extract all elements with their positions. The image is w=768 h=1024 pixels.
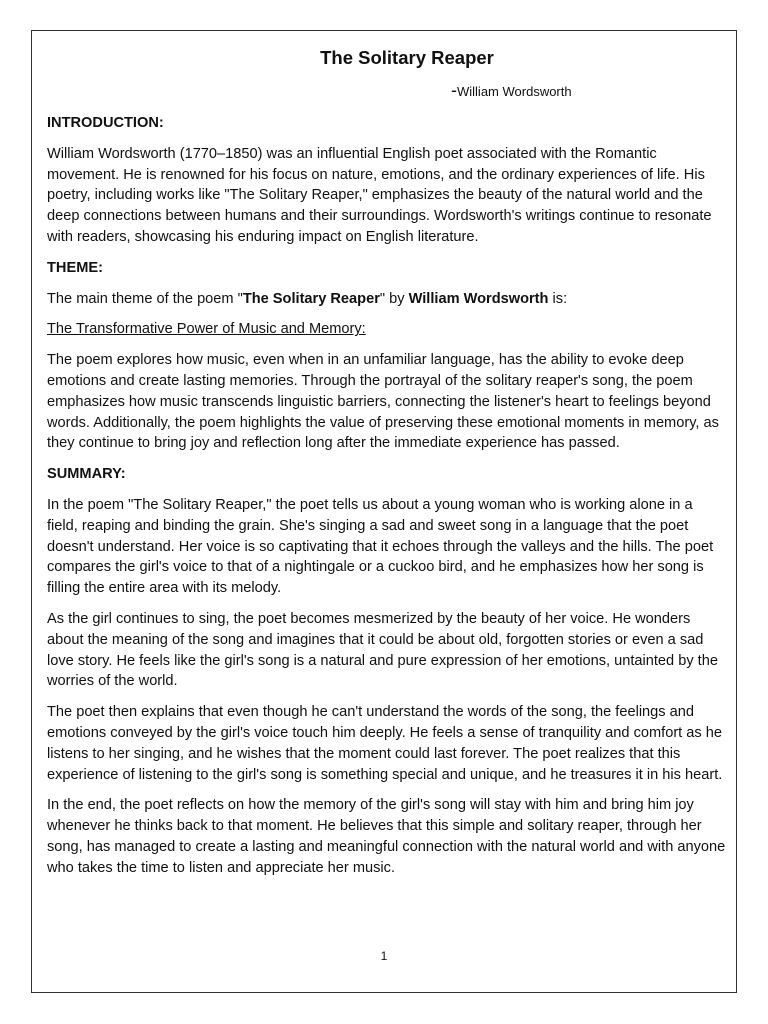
theme-paragraph: The poem explores how music, even when in an unfamiliar language, has the ability to evoke deep emotions and create lasting memories. Through the portrayal of the solitary reaper's song, the poem emphasizes how music transcends linguistic barriers, connecting the listener's heart to feelings beyond words. Additionally, the poem highlights the value of preserving these emotional moments in memory, as they continue to bring joy and reflection long after the immediate experience has passed. bbox=[47, 352, 719, 452]
document-title: The Solitary Reaper bbox=[320, 47, 494, 68]
page-number: 1 bbox=[380, 949, 388, 963]
introduction-heading: INTRODUCTION: bbox=[47, 115, 164, 131]
document-content bbox=[47, 45, 727, 889]
byline-dash: - bbox=[451, 80, 457, 100]
theme-intro-poem-title: The Solitary Reaper bbox=[242, 290, 380, 307]
summary-paragraph: The poet then explains that even though he can't understand the words of the song, the feelings and emotions conveyed by the girl's voice touch him deeply. He feels a sense of tranquility and comfort as he listens to her singing, and he wishes that the moment could last forever. The poet realizes that this experience of listening to the girl's song is something special and unique, and he treasures it in his heart. bbox=[47, 704, 723, 783]
summary-paragraph: As the girl continues to sing, the poet becomes mesmerized by the beauty of her voice. He wonders about the meaning of the song and imagines that it could be about old, forgotten stories or even a sad love story. He feels like the girl's song is a natural and pure expression of her emotions, untainted by the worries of the world. bbox=[47, 610, 718, 690]
theme-intro-text-1: The main theme of the poem " bbox=[47, 290, 243, 307]
summary-paragraph: In the poem "The Solitary Reaper," the poet tells us about a young woman who is working alone in a field, reaping and binding the grain. She's singing a sad and sweet song in a language that the poet doesn't understand. Her voice is so captivating that it echoes through the valleys and the hills. The poet compares the girl's voice to that of a nightingale or a cuckoo bird, and he emphasizes how her song is filling the entire area with its melody. bbox=[47, 496, 714, 597]
introduction-paragraph: William Wordsworth (1770–1850) was an influential English poet associated with the Romantic movement. He is renowned for his focus on nature, emotions, and the ordinary experiences of life. His poetry, including works like "The Solitary Reaper," emphasizes the beauty of the natural world and the deep connections between humans and their surroundings. Wordsworth's writings continue to resonate with readers, showcasing his enduring impact on English literature. bbox=[47, 145, 712, 245]
theme-subheading: The Transformative Power of Music and Memory: bbox=[47, 321, 366, 338]
summary-paragraph: In the end, the poet reflects on how the memory of the girl's song will stay with him and bring him joy whenever he thinks back to that moment. He believes that this simple and solitary reaper, through her song, has managed to create a lasting and meaningful connection with the natural world and with anyone who takes the time to listen and appreciate her music. bbox=[47, 797, 726, 876]
theme-intro-line bbox=[47, 289, 727, 310]
theme-heading: THEME: bbox=[47, 259, 103, 276]
theme-intro-author: William Wordsworth bbox=[408, 290, 549, 307]
author-byline bbox=[47, 81, 727, 101]
author-name: William Wordsworth bbox=[457, 84, 572, 99]
theme-intro-text-2: " by bbox=[379, 290, 409, 307]
document-page bbox=[31, 30, 737, 993]
summary-heading: SUMMARY: bbox=[47, 466, 126, 483]
theme-intro-text-3: is: bbox=[548, 290, 568, 307]
